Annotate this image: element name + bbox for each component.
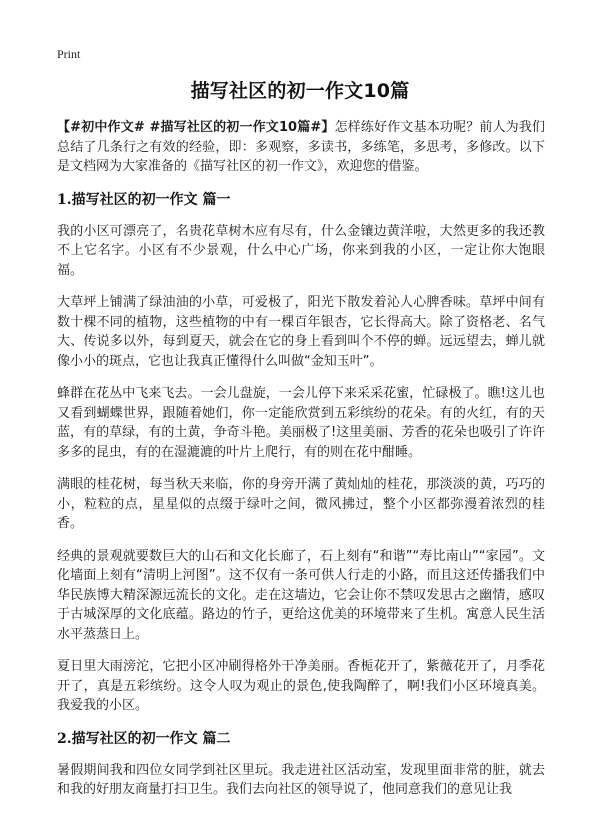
section-1-paragraph-3: 蜂群在花丛中飞来飞去。一会儿盘旋，一会儿停下来采采花蜜，忙碌极了。瞧!这儿也又看到蝴蝶世界，跟随着她们，你一定能欣赏到五彩缤纷的花朵。有的火红，有的天蓝，有的草绿，有的土黄，争奇斗艳。美丽极了!这里美丽、芳香的花朵也吸引了许许多多的昆虫，有的在湿漉漉的叶片上爬行，有的则在花中酣睡。 (57, 386, 545, 460)
intro-text: 怎样练好作文基本功呢？前人为我们总结了几条行之有效的经验，即：多观察，多读书，多练笔，多思考，多修改。以下是文档网为大家准备的《描写社区的初一作文》，欢迎您的借鉴。 (57, 120, 545, 174)
print-label: Print (57, 47, 81, 61)
section-1-paragraph-1: 我的小区可漂亮了，名贵花草树木应有尽有，什么金镶边黄洋啦，大然更多的我还教不上它名字。小区有不少景观，什么中心广场，你来到我的小区，一定让你大饱眼福。 (57, 223, 545, 278)
article-body (57, 118, 545, 813)
section-1-paragraph-4: 满眼的桂花树，每当秋天来临，你的身旁开满了黄灿灿的桂花，那淡淡的黄，巧巧的小，粒粒的点，星星似的点缀于绿叶之间，微风拂过，整个小区都弥漫着浓烈的桂香。 (57, 477, 545, 531)
section-1-paragraph-5: 经典的景观就要数巨大的山石和文化长廊了，石上刻有“和谐”“寿比南山”“家园”。文化墙面上刻有“清明上河图”。这不仅有一条可供人行走的小路，而且这还传播我们中华民族博大精深源远流长的文化。走在这墙边，它会让你不禁叹发思古之幽情，感叹于古城深厚的文化底蕴。路边的竹子，更给这优美的环境带来了生机。寓意人民生活水平蒸蒸日上。 (57, 548, 545, 642)
page-title: 描写社区的初一作文10篇 (190, 80, 410, 102)
intro-paragraph (57, 118, 545, 177)
section-2-paragraph-1: 暑假期间我和四位女同学到社区里玩。我走进社区活动室，发现里面非常的脏，就去和我的好朋友商量打扫卫生。我们去向社区的领导说了，他同意我们的意见让我 (57, 762, 545, 797)
intro-tags: 【#初中作文# #描写社区的初一作文10篇#】 (57, 120, 335, 135)
section-1-paragraph-6: 夏日里大雨滂沱，它把小区冲刷得格外干净美丽。香栀花开了，紫薇花开了，月季花开了，真是五彩缤纷。这令人叹为观止的景色,使我陶醉了，啊!我们小区环境真美。我爱我的小区。 (57, 659, 545, 713)
section-heading-2: 2.描写社区的初一作文 篇二 (57, 730, 231, 747)
section-1-paragraph-2: 大草坪上铺满了绿油油的小草，可爱极了，阳光下散发着沁人心脾香味。草坪中间有数十棵不同的植物，这些植物的中有一棵百年银杏，它长得高大。除了资格老、名气大、传说多以外，每到夏天，就会在它的身上看到叫个不停的蝉。远远望去，蝉儿就像小小的斑点，它也让我真正懂得什么叫做“金知玉叶”。 (57, 295, 545, 369)
section-heading-1: 1.描写社区的初一作文 篇一 (57, 191, 231, 208)
